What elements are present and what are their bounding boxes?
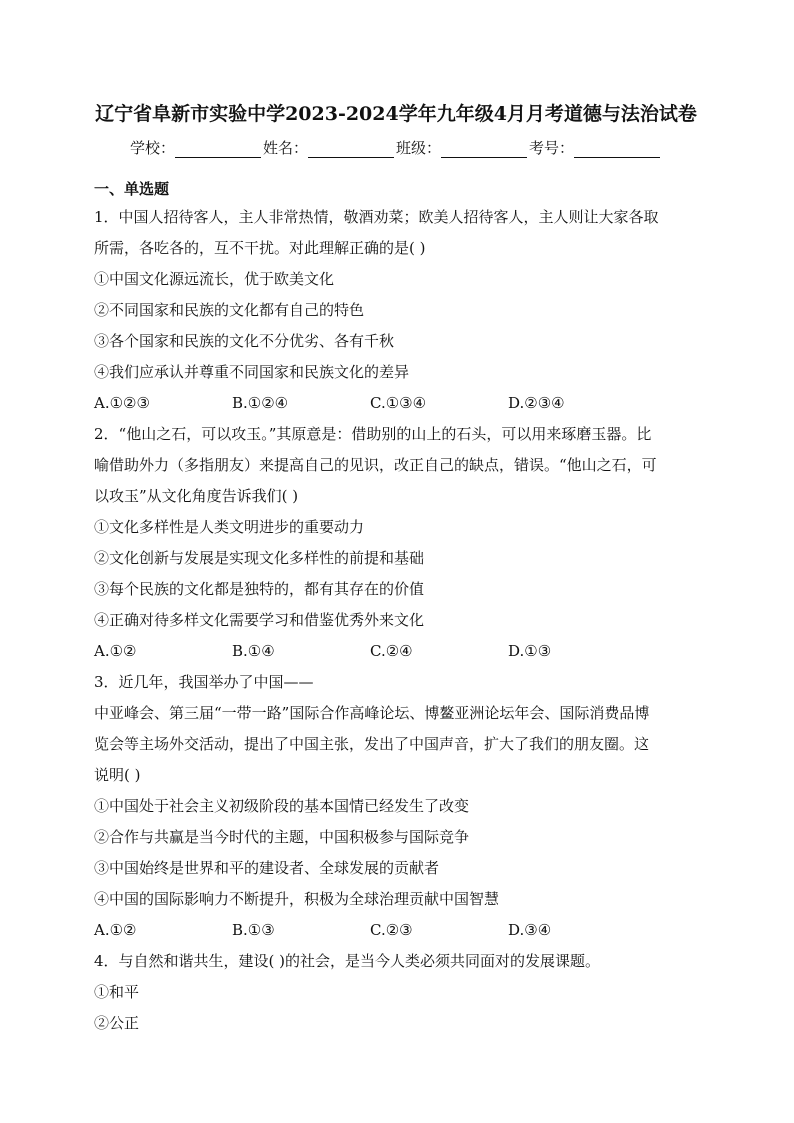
question-text-line: 所需，各吃各的，互不干扰。对此理解正确的是( ) xyxy=(94,239,426,257)
exam-number-blank xyxy=(574,139,660,158)
choice-a: A.①② xyxy=(94,642,137,660)
question-text-line: 4．与自然和谐共生，建设( )的社会，是当今人类必须共同面对的发展课题。 xyxy=(94,952,601,970)
name-field xyxy=(263,137,396,158)
statement-item: ①和平 xyxy=(94,983,140,1001)
school-field xyxy=(130,137,263,158)
exam-title: 辽宁省阜新市实验中学2023-2024学年九年级4月月考道德与法治试卷 xyxy=(95,103,697,125)
exam-number-field xyxy=(529,137,662,158)
choice-b: B.①③ xyxy=(232,921,275,939)
question-text-line: 览会等主场外交活动，提出了中国主张，发出了中国声音，扩大了我们的朋友圈。这 xyxy=(94,735,650,753)
question-text-line: 说明( ) xyxy=(94,766,141,784)
statement-item: ③中国始终是世界和平的建设者、全球发展的贡献者 xyxy=(94,859,440,877)
choice-a: A.①② xyxy=(94,921,137,939)
section-heading: 一、单选题 xyxy=(94,180,170,198)
question-text-line: 以攻玉”从文化角度告诉我们( ) xyxy=(94,487,299,505)
exam-number-label: 考号： xyxy=(529,139,575,157)
question-text-line: 2．“他山之石，可以攻玉。”其原意是：借助别的山上的石头，可以用来琢磨玉器。比 xyxy=(94,425,652,443)
question-4 xyxy=(94,946,698,1039)
question-text-line: 3．近几年，我国举办了中国—— xyxy=(94,673,314,691)
statement-item: ①中国文化源远流长，优于欧美文化 xyxy=(94,270,335,288)
school-label: 学校： xyxy=(129,139,175,157)
choice-c: C.②④ xyxy=(370,642,413,660)
class-label: 班级： xyxy=(396,139,442,157)
class-blank xyxy=(441,139,527,158)
class-field xyxy=(396,137,529,158)
choice-d: D.③④ xyxy=(508,921,552,939)
statement-item: ④正确对待多样文化需要学习和借鉴优秀外来文化 xyxy=(94,611,425,629)
choice-b: B.①④ xyxy=(232,642,275,660)
choice-a: A.①②③ xyxy=(94,394,150,412)
statement-item: ④我们应承认并尊重不同国家和民族文化的差异 xyxy=(94,363,410,381)
statement-item: ③每个民族的文化都是独特的，都有其存在的价值 xyxy=(94,580,425,598)
choice-c: C.②③ xyxy=(370,921,413,939)
question-1 xyxy=(94,202,698,419)
question-2 xyxy=(94,419,698,667)
statement-item: ①中国处于社会主义初级阶段的基本国情已经发生了改变 xyxy=(94,797,470,815)
name-blank xyxy=(308,139,394,158)
school-blank xyxy=(175,139,261,158)
answer-choices xyxy=(94,915,698,946)
statement-item: ②文化创新与发展是实现文化多样性的前提和基础 xyxy=(94,549,425,567)
statement-item: ②公正 xyxy=(94,1014,140,1032)
statement-item: ①文化多样性是人类文明进步的重要动力 xyxy=(94,518,365,536)
statement-item: ②不同国家和民族的文化都有自己的特色 xyxy=(94,301,365,319)
question-3 xyxy=(94,667,698,946)
question-text-line: 中亚峰会、第三届“一带一路”国际合作高峰论坛、博鳌亚洲论坛年会、国际消费品博 xyxy=(94,704,650,722)
question-text-line: 1．中国人招待客人，主人非常热情，敬酒劝菜；欧美人招待客人，主人则让大家各取 xyxy=(94,208,659,226)
statement-item: ④中国的国际影响力不断提升，积极为全球治理贡献中国智慧 xyxy=(94,890,500,908)
statement-item: ②合作与共赢是当今时代的主题，中国积极参与国际竞争 xyxy=(94,828,470,846)
student-info-row xyxy=(94,132,698,158)
choice-c: C.①③④ xyxy=(370,394,427,412)
answer-choices xyxy=(94,636,698,667)
choice-d: D.②③④ xyxy=(508,394,565,412)
name-label: 姓名： xyxy=(262,139,308,157)
choice-d: D.①③ xyxy=(508,642,552,660)
question-text-line: 喻借助外力（多指朋友）来提高自己的见识，改正自己的缺点，错误。“他山之石，可 xyxy=(94,456,657,474)
answer-choices xyxy=(94,388,698,419)
statement-item: ③各个国家和民族的文化不分优劣、各有千秋 xyxy=(94,332,395,350)
choice-b: B.①②④ xyxy=(232,394,289,412)
